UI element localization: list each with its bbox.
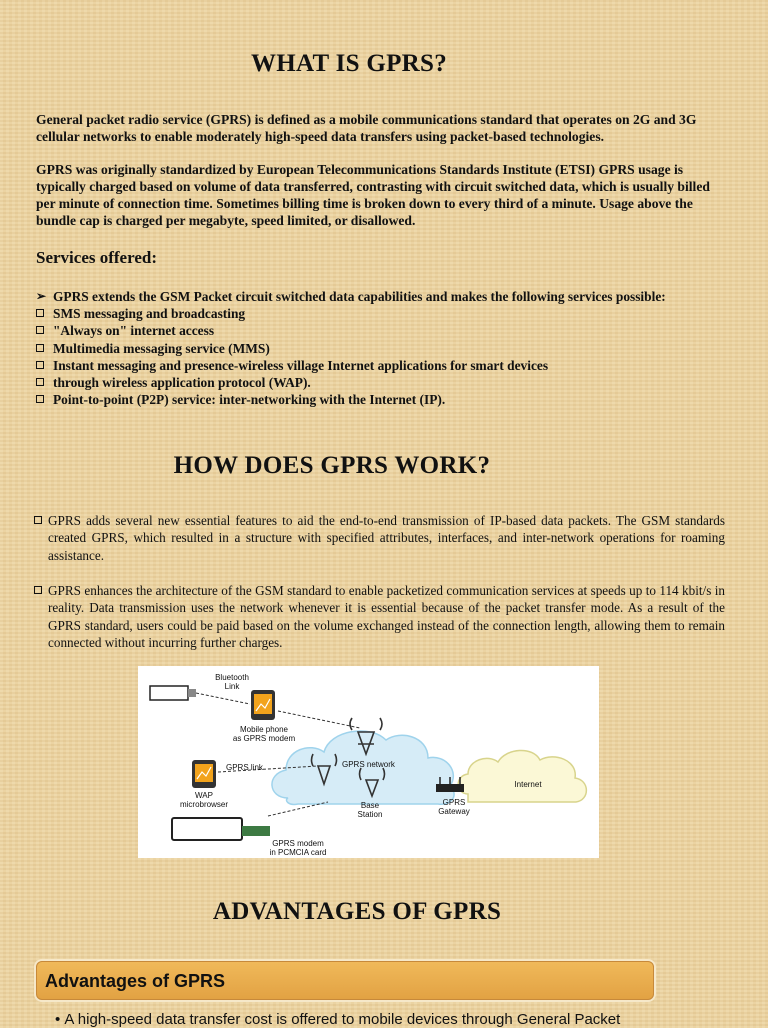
service-text: Instant messaging and presence-wireless village Internet applications for smart devices [53, 357, 549, 373]
label-base-station: Base Station [357, 801, 383, 819]
internet-cloud-icon [458, 750, 586, 802]
mobile-phone-icon [251, 690, 275, 720]
label-mobile-modem: Mobile phone as GPRS modem [232, 725, 296, 743]
advantages-header-box [36, 961, 654, 1000]
service-item [36, 357, 736, 374]
square-bullet-icon [34, 516, 42, 524]
how-it-works-point-2 [34, 582, 725, 651]
service-text: SMS messaging and broadcasting [53, 306, 246, 322]
service-text: Point-to-point (P2P) service: inter-networking with the Internet (IP). [53, 392, 446, 408]
label-gprs-network: GPRS network [342, 760, 395, 769]
bullet-wrapper [36, 305, 53, 322]
bullet-dot-icon: • [55, 1011, 65, 1028]
square-bullet-icon [34, 586, 42, 594]
bluetooth-dongle-icon [150, 686, 196, 700]
label-gateway: GPRS Gateway [438, 798, 470, 816]
square-bullet-icon [36, 378, 44, 386]
section-title-how-gprs-works: HOW DOES GPRS WORK? [173, 452, 491, 479]
service-item [36, 340, 736, 357]
services-list [36, 288, 736, 408]
diagram-svg [138, 666, 599, 858]
service-item [36, 374, 736, 391]
definition-paragraph: General packet radio service (GPRS) is defined as a mobile communications standard that operates on 2G and 3G cellular networks to enable moderately high-speed data transfers using packet-based technologies. [36, 112, 697, 144]
wap-phone-icon [192, 760, 216, 788]
arrow-bullet-icon: ➢ [36, 289, 47, 303]
history-paragraph: GPRS was originally standardized by European Telecommunications Standards Institute (ETSI) GPRS usage is typically charged based on volume of data transferred, contrasting with circuit switched data, which is usually billed per minute of connection time. Sometimes billing time is broken down to every third of a minute. Usage above the bundle cap is charged per megabyte, speed limited, or disallowed. [36, 162, 710, 228]
square-bullet-icon [36, 344, 44, 352]
how-it-works-point-1 [34, 512, 725, 564]
bullet-wrapper [36, 322, 53, 339]
service-item [36, 391, 736, 408]
square-bullet-icon [36, 309, 44, 317]
service-item [36, 288, 736, 305]
square-bullet-icon [36, 395, 44, 403]
label-pcmcia-modem: GPRS modem in PCMCIA card [269, 839, 327, 857]
service-item [36, 305, 736, 322]
square-bullet-icon [36, 326, 44, 334]
service-text: through wireless application protocol (WAP). [53, 375, 311, 391]
square-bullet-icon [36, 361, 44, 369]
bullet-wrapper [36, 340, 53, 357]
bullet-wrapper [36, 391, 53, 408]
advantage-bullet-1 [55, 1011, 745, 1028]
service-text: Multimedia messaging service (MMS) [53, 340, 270, 356]
label-bluetooth: Bluetooth Link [215, 673, 249, 691]
laptop-icon [172, 818, 270, 840]
label-wap: WAP microbrowser [179, 791, 229, 809]
point-text: GPRS adds several new essential features to aid the end-to-end transmission of IP-based data packets. The GSM standards created GPRS, which resulted in a structure with specified attributes, interfaces, and inter-network operations for roaming assistance. [48, 513, 725, 563]
service-item [36, 322, 736, 339]
advantages-box-title: Advantages of GPRS [45, 971, 226, 991]
advantage-text: A high-speed data transfer cost is offered to mobile devices through General Packet [64, 1011, 621, 1028]
bullet-wrapper [36, 357, 53, 374]
page-title-what-is-gprs: WHAT IS GPRS? [250, 50, 448, 77]
service-text: "Always on" internet access [53, 323, 215, 339]
gprs-gateway-icon [436, 777, 464, 792]
gprs-architecture-diagram [138, 666, 599, 858]
services-heading: Services offered: [36, 248, 157, 267]
bullet-wrapper [36, 374, 53, 391]
label-internet: Internet [514, 780, 542, 789]
label-gprs-link: GPRS link [226, 763, 263, 772]
service-text: GPRS extends the GSM Packet circuit switched data capabilities and makes the following services possible: [53, 289, 666, 304]
section-title-advantages: ADVANTAGES OF GPRS [212, 898, 502, 925]
point-text: GPRS enhances the architecture of the GSM standard to enable packetized communication services at speeds up to 114 kbit/s in reality. Data transmission uses the network whenever it is essential because of the packet transfer mode. As a result of the GPRS standard, users could be paid based on the volume exchanged instead of the connection length, allowing them to remain connected without incurring further charges. [48, 583, 725, 650]
